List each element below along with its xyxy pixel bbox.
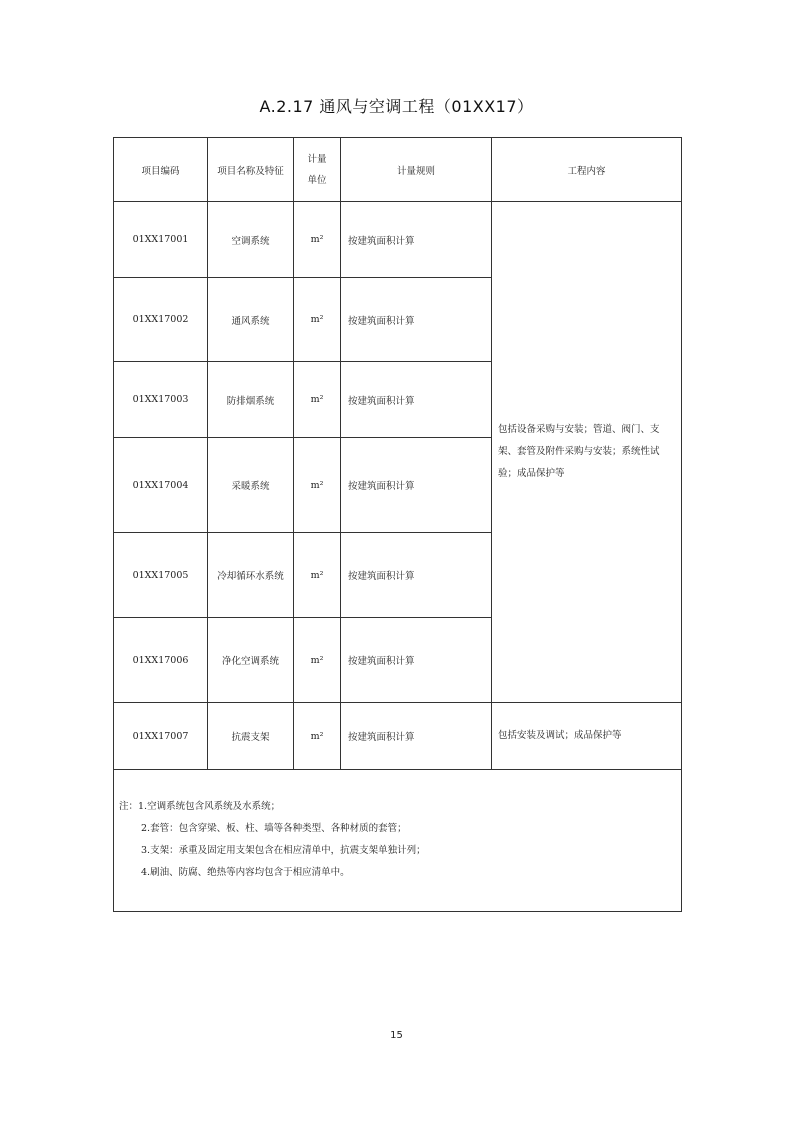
- page-number: 15: [390, 1030, 403, 1041]
- header-name: 项目名称及特征: [208, 138, 294, 202]
- row-unit: m²: [294, 703, 341, 770]
- row-unit: m²: [294, 438, 341, 533]
- notes-cell: [114, 770, 682, 912]
- header-code: 项目编码: [114, 138, 208, 202]
- row-name: 通风系统: [208, 278, 294, 362]
- row-code: 01XX17003: [114, 362, 208, 438]
- row-code: 01XX17007: [114, 703, 208, 770]
- header-unit-line1: 计量: [307, 153, 327, 165]
- spec-table: [113, 137, 682, 912]
- header-unit: [294, 138, 341, 202]
- row-rule: 按建筑面积计算: [341, 703, 492, 770]
- table-header-row: [114, 138, 682, 202]
- header-content: 工程内容: [492, 138, 682, 202]
- row-rule: 按建筑面积计算: [341, 533, 492, 618]
- row-code: 01XX17005: [114, 533, 208, 618]
- row-name: 防排烟系统: [208, 362, 294, 438]
- header-unit-line2: 单位: [307, 174, 327, 186]
- header-rule: 计量规则: [341, 138, 492, 202]
- row-name: 冷却循环水系统: [208, 533, 294, 618]
- row-unit: m²: [294, 533, 341, 618]
- content-merged: 包括设备采购与安装；管道、阀门、支架、套管及附件采购与安装；系统性试验；成品保护等: [492, 202, 682, 703]
- row-code: 01XX17002: [114, 278, 208, 362]
- row-rule: 按建筑面积计算: [341, 438, 492, 533]
- row-name: 净化空调系统: [208, 618, 294, 703]
- table-row: [114, 202, 682, 278]
- page-title: A.2.17 通风与空调工程（01XX17）: [259, 97, 534, 116]
- notes-row: [114, 770, 682, 912]
- note-line: 注：1.空调系统包含风系统及水系统；: [119, 801, 281, 812]
- row-rule: 按建筑面积计算: [341, 278, 492, 362]
- note-line: 3.支架：承重及固定用支架包含在相应清单中，抗震支架单独计列；: [141, 845, 426, 856]
- row-rule: 按建筑面积计算: [341, 362, 492, 438]
- row-unit: m²: [294, 278, 341, 362]
- row-name: 采暖系统: [208, 438, 294, 533]
- row-code: 01XX17001: [114, 202, 208, 278]
- row-unit: m²: [294, 618, 341, 703]
- content-last: 包括安装及调试；成品保护等: [492, 703, 682, 770]
- note-line: 4.刷油、防腐、绝热等内容均包含于相应清单中。: [141, 867, 350, 878]
- row-unit: m²: [294, 362, 341, 438]
- row-rule: 按建筑面积计算: [341, 618, 492, 703]
- table-row: [114, 703, 682, 770]
- row-name: 抗震支架: [208, 703, 294, 770]
- note-line: 2.套管：包含穿梁、板、柱、墙等各种类型、各种材质的套管；: [141, 823, 407, 834]
- row-unit: m²: [294, 202, 341, 278]
- row-code: 01XX17006: [114, 618, 208, 703]
- row-rule: 按建筑面积计算: [341, 202, 492, 278]
- row-name: 空调系统: [208, 202, 294, 278]
- row-code: 01XX17004: [114, 438, 208, 533]
